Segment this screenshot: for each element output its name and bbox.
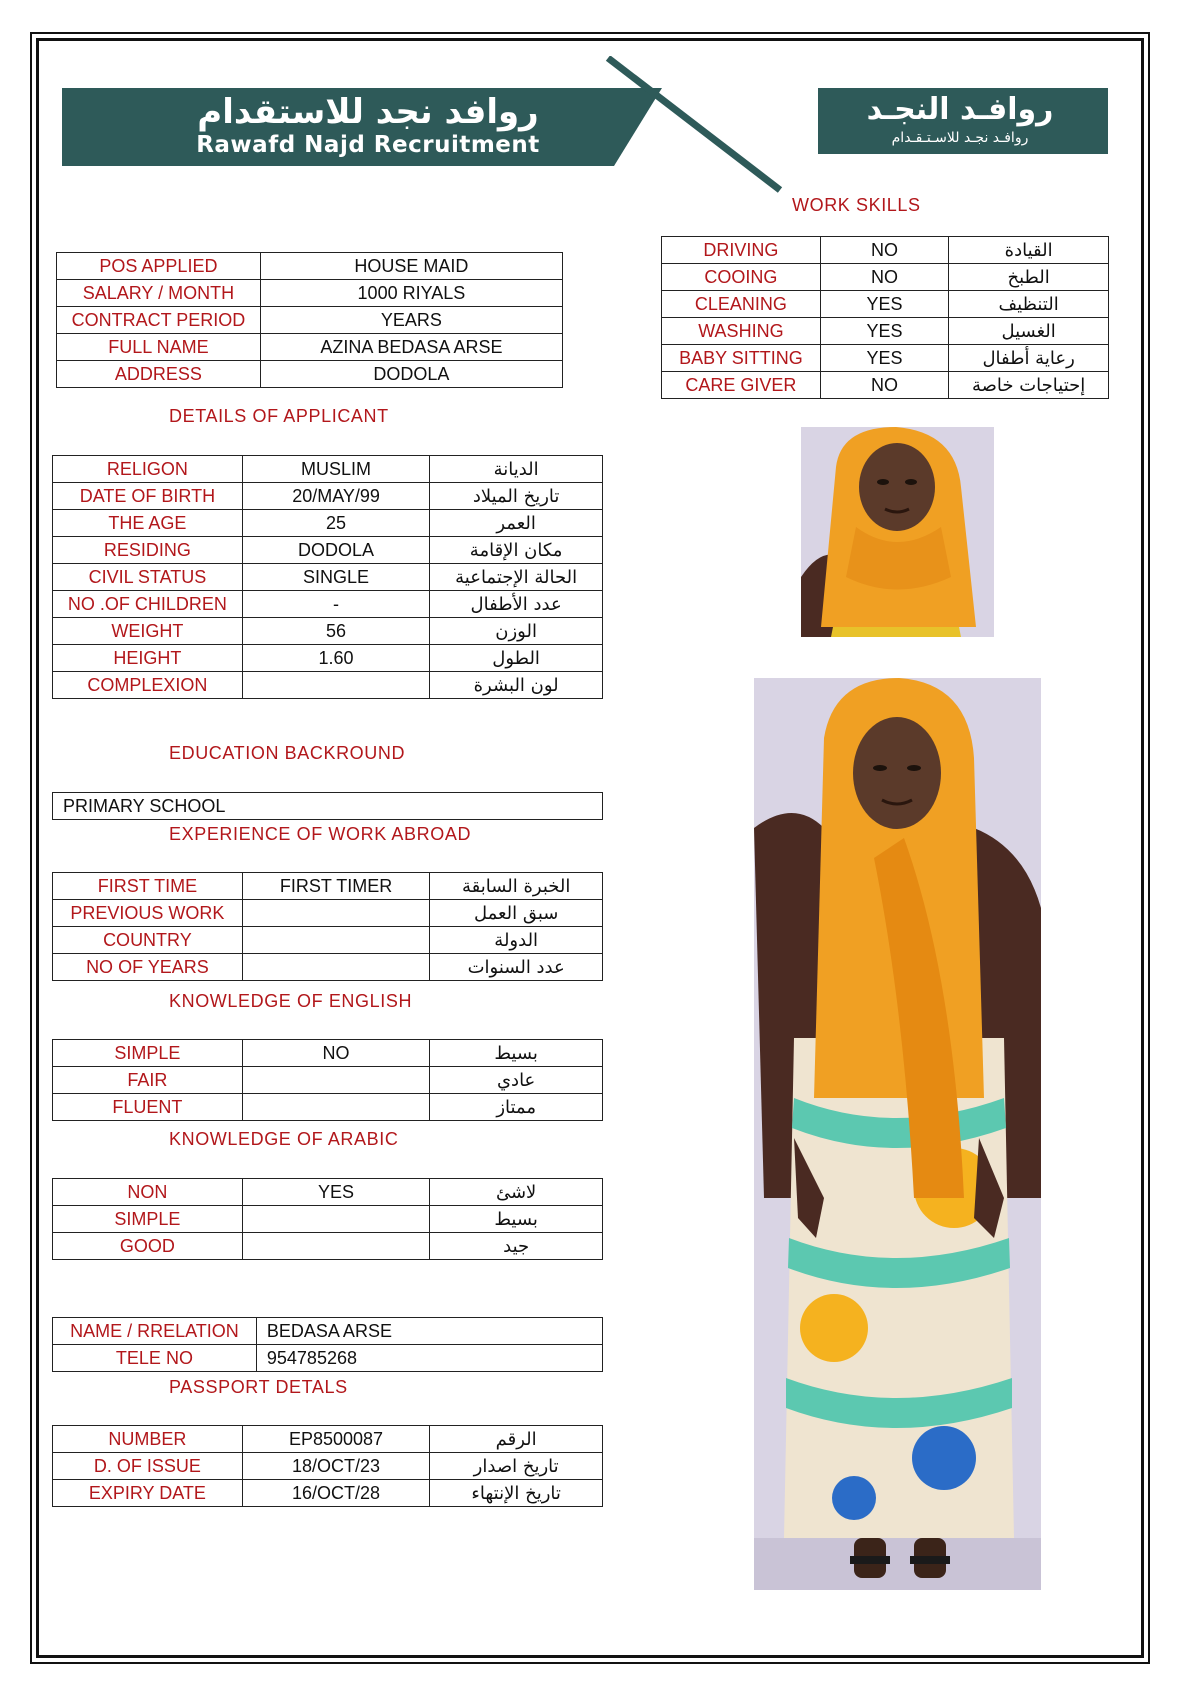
table-row xyxy=(53,1345,603,1372)
table-row xyxy=(53,873,603,900)
row-label: FLUENT xyxy=(53,1094,243,1121)
row-value: 18/OCT/23 xyxy=(242,1453,430,1480)
table-row xyxy=(53,900,603,927)
row-arabic-label: التنظيف xyxy=(949,291,1109,318)
row-arabic-label: الطول xyxy=(430,645,603,672)
row-value xyxy=(242,954,430,981)
table-row xyxy=(53,1094,603,1121)
table-row xyxy=(53,1318,603,1345)
row-value: DODOLA xyxy=(260,361,562,388)
row-label: THE AGE xyxy=(53,510,243,537)
row-label: NO .OF CHILDREN xyxy=(53,591,243,618)
english-title: KNOWLEDGE OF ENGLISH xyxy=(169,991,413,1011)
row-value: DODOLA xyxy=(242,537,429,564)
row-value xyxy=(242,927,430,954)
table-row xyxy=(53,672,603,699)
company-name-arabic: روافد نجد للاستقدام xyxy=(197,92,539,132)
row-value xyxy=(242,900,430,927)
row-value: 56 xyxy=(242,618,429,645)
row-value: HOUSE MAID xyxy=(260,253,562,280)
row-label: FIRST TIME xyxy=(53,873,243,900)
row-value: NO xyxy=(820,237,948,264)
row-arabic-label: الوزن xyxy=(430,618,603,645)
row-label: BABY SITTING xyxy=(662,345,821,372)
row-value: YES xyxy=(820,345,948,372)
row-value: YES xyxy=(242,1179,430,1206)
row-label: ADDRESS xyxy=(57,361,261,388)
row-label: SIMPLE xyxy=(53,1206,243,1233)
row-label: TELE NO xyxy=(53,1345,257,1372)
row-label: FULL NAME xyxy=(57,334,261,361)
row-label: CONTRACT PERIOD xyxy=(57,307,261,334)
row-label: CARE GIVER xyxy=(662,372,821,399)
row-label: HEIGHT xyxy=(53,645,243,672)
row-value: NO xyxy=(242,1040,430,1067)
row-arabic-label: بسيط xyxy=(430,1206,603,1233)
row-arabic-label: الخبرة السابقة xyxy=(430,873,603,900)
banner-slash-decoration xyxy=(600,56,790,196)
row-arabic-label: سبق العمل xyxy=(430,900,603,927)
row-label: COUNTRY xyxy=(53,927,243,954)
row-label: GOOD xyxy=(53,1233,243,1260)
table-row xyxy=(53,1040,603,1067)
table-row xyxy=(662,372,1109,399)
row-value: EP8500087 xyxy=(242,1426,430,1453)
experience-table xyxy=(52,872,603,981)
table-row xyxy=(53,793,603,820)
row-label: DATE OF BIRTH xyxy=(53,483,243,510)
row-label: FAIR xyxy=(53,1067,243,1094)
row-value: YES xyxy=(820,318,948,345)
row-arabic-label: القيادة xyxy=(949,237,1109,264)
passport-table xyxy=(52,1425,603,1507)
row-arabic-label: الرقم xyxy=(430,1426,603,1453)
table-row xyxy=(53,927,603,954)
row-value: 16/OCT/28 xyxy=(242,1480,430,1507)
row-value: 1000 RIYALS xyxy=(260,280,562,307)
row-value: 25 xyxy=(242,510,429,537)
passport-title: PASSPORT DETALS xyxy=(169,1377,348,1397)
row-label: CLEANING xyxy=(662,291,821,318)
row-arabic-label: مكان الإقامة xyxy=(430,537,603,564)
table-row xyxy=(53,1179,603,1206)
work-skills-table xyxy=(661,236,1109,399)
table-row xyxy=(53,456,603,483)
row-arabic-label: الطبخ xyxy=(949,264,1109,291)
row-value xyxy=(242,1206,430,1233)
table-row xyxy=(53,564,603,591)
table-row xyxy=(57,307,563,334)
table-row xyxy=(662,291,1109,318)
row-value xyxy=(242,1067,430,1094)
row-value: YES xyxy=(820,291,948,318)
row-value: NO xyxy=(820,372,948,399)
table-row xyxy=(662,345,1109,372)
table-row xyxy=(53,1453,603,1480)
company-logo-subtext: روافـد نجـد للاسـتـقـدام xyxy=(891,130,1029,146)
table-row xyxy=(53,1067,603,1094)
table-row xyxy=(53,1480,603,1507)
row-value: 954785268 xyxy=(256,1345,602,1372)
row-arabic-label: رعاية أطفال xyxy=(949,345,1109,372)
row-arabic-label: عدد الأطفال xyxy=(430,591,603,618)
row-label: SIMPLE xyxy=(53,1040,243,1067)
row-arabic-label: بسيط xyxy=(430,1040,603,1067)
table-row xyxy=(57,334,563,361)
table-row xyxy=(53,1426,603,1453)
application-table xyxy=(56,252,563,388)
row-value: YEARS xyxy=(260,307,562,334)
row-arabic-label: إحتياجات خاصة xyxy=(949,372,1109,399)
row-value: AZINA BEDASA ARSE xyxy=(260,334,562,361)
row-label: RESIDING xyxy=(53,537,243,564)
table-row xyxy=(53,510,603,537)
row-label: COOING xyxy=(662,264,821,291)
row-label: NUMBER xyxy=(53,1426,243,1453)
table-row xyxy=(57,280,563,307)
table-row xyxy=(53,483,603,510)
row-arabic-label: لون البشرة xyxy=(430,672,603,699)
table-row xyxy=(57,253,563,280)
row-arabic-label: الديانة xyxy=(430,456,603,483)
row-label: COMPLEXION xyxy=(53,672,243,699)
work-skills-title: WORK SKILLS xyxy=(792,195,921,215)
row-arabic-label: عادي xyxy=(430,1067,603,1094)
row-label: RELIGON xyxy=(53,456,243,483)
row-arabic-label: لاشئ xyxy=(430,1179,603,1206)
row-arabic-label: ممتاز xyxy=(430,1094,603,1121)
full-body-photo xyxy=(754,678,1041,1590)
row-label: NON xyxy=(53,1179,243,1206)
row-arabic-label: الغسيل xyxy=(949,318,1109,345)
english-table xyxy=(52,1039,603,1121)
row-value: 20/MAY/99 xyxy=(242,483,429,510)
row-arabic-label: تاريخ اصدار xyxy=(430,1453,603,1480)
row-label: POS APPLIED xyxy=(57,253,261,280)
row-value: NO xyxy=(820,264,948,291)
table-row xyxy=(53,537,603,564)
row-label: NO OF YEARS xyxy=(53,954,243,981)
education-value: PRIMARY SCHOOL xyxy=(53,793,603,820)
table-row xyxy=(662,318,1109,345)
table-row xyxy=(53,1233,603,1260)
row-label: DRIVING xyxy=(662,237,821,264)
row-arabic-label: تاريخ الميلاد xyxy=(430,483,603,510)
company-name-english: Rawafd Najd Recruitment xyxy=(196,132,540,158)
row-value xyxy=(242,1094,430,1121)
details-table xyxy=(52,455,603,699)
company-logo: روافـد النجـد xyxy=(866,92,1054,127)
table-row xyxy=(662,237,1109,264)
arabic-knowledge-title: KNOWLEDGE OF ARABIC xyxy=(169,1129,399,1149)
table-row xyxy=(57,361,563,388)
row-label: CIVIL STATUS xyxy=(53,564,243,591)
row-label: WASHING xyxy=(662,318,821,345)
row-label: EXPIRY DATE xyxy=(53,1480,243,1507)
row-value: SINGLE xyxy=(242,564,429,591)
education-table xyxy=(52,792,603,820)
table-row xyxy=(53,954,603,981)
row-value xyxy=(242,1233,430,1260)
row-label: D. OF ISSUE xyxy=(53,1453,243,1480)
row-label: WEIGHT xyxy=(53,618,243,645)
arabic-knowledge-table xyxy=(52,1178,603,1260)
row-arabic-label: الحالة الإجتماعية xyxy=(430,564,603,591)
row-arabic-label: تاريخ الإنتهاء xyxy=(430,1480,603,1507)
row-value: FIRST TIMER xyxy=(242,873,430,900)
row-label: NAME / RRELATION xyxy=(53,1318,257,1345)
row-value xyxy=(242,672,429,699)
table-row xyxy=(53,618,603,645)
header-banner xyxy=(62,88,1108,166)
portrait-photo xyxy=(801,427,994,637)
education-title: EDUCATION BACKROUND xyxy=(169,743,406,763)
relation-table xyxy=(52,1317,603,1372)
table-row xyxy=(53,1206,603,1233)
row-arabic-label: العمر xyxy=(430,510,603,537)
row-value: BEDASA ARSE xyxy=(256,1318,602,1345)
table-row xyxy=(53,645,603,672)
table-row xyxy=(53,591,603,618)
row-arabic-label: الدولة xyxy=(430,927,603,954)
row-value: MUSLIM xyxy=(242,456,429,483)
row-value: 1.60 xyxy=(242,645,429,672)
details-title: DETAILS OF APPLICANT xyxy=(169,406,389,426)
row-arabic-label: عدد السنوات xyxy=(430,954,603,981)
row-label: PREVIOUS WORK xyxy=(53,900,243,927)
row-arabic-label: جيد xyxy=(430,1233,603,1260)
experience-title: EXPERIENCE OF WORK ABROAD xyxy=(169,824,472,844)
row-label: SALARY / MONTH xyxy=(57,280,261,307)
table-row xyxy=(662,264,1109,291)
row-value: - xyxy=(242,591,429,618)
